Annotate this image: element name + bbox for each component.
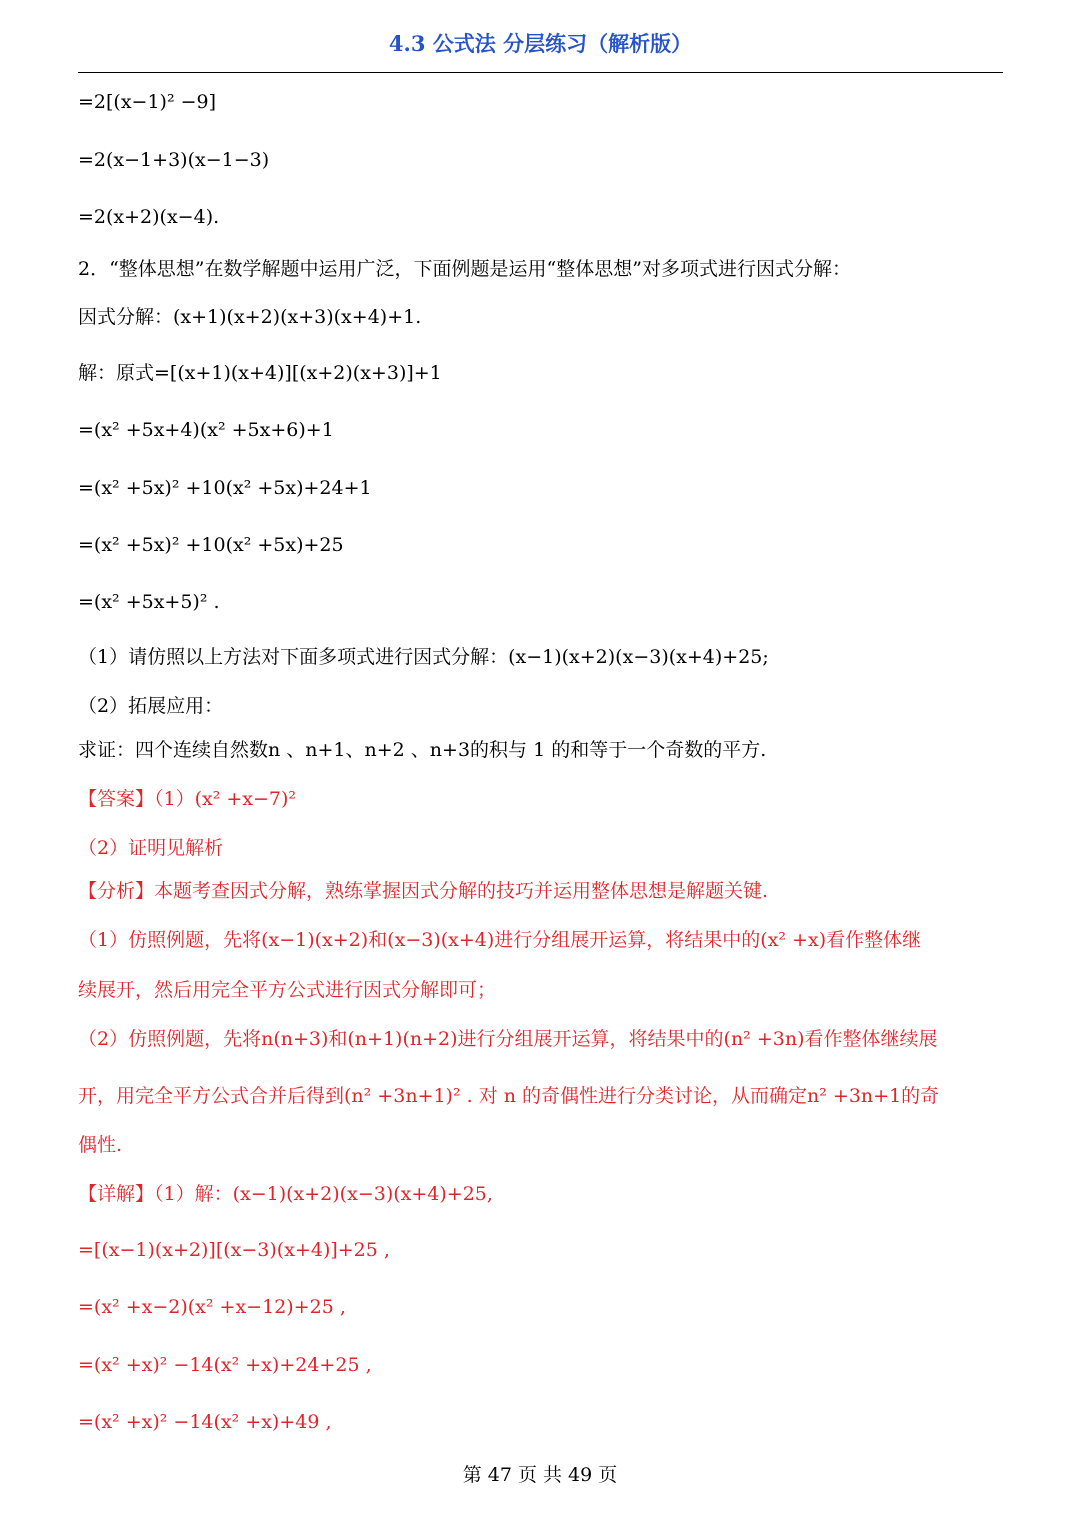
text-line-2: =2(x−1+3)(x−1−3): [78, 149, 270, 171]
header-divider: [78, 72, 1003, 73]
page-footer: 第 47 页 共 49 页: [462, 1464, 618, 1486]
text-line-9: =(x² +5x)² +10(x² +5x)+25: [78, 534, 344, 556]
text-line-20: 开，用完全平方公式合并后得到(n² +3n+1)² . 对 n 的奇偶性进行分类讨论，从而确定n² +3n+1的奇: [78, 1085, 940, 1107]
text-line-5: 因式分解：(x+1)(x+2)(x+3)(x+4)+1.: [78, 306, 422, 328]
text-line-24: =(x² +x−2)(x² +x−12)+25 ,: [78, 1296, 346, 1318]
text-line-16: 【分析】本题考查因式分解，熟练掌握因式分解的技巧并运用整体思想是解题关键.: [78, 880, 769, 902]
text-line-21: 偶性.: [78, 1134, 123, 1156]
text-line-8: =(x² +5x)² +10(x² +5x)+24+1: [78, 477, 372, 499]
text-line-15: （2）证明见解析: [78, 837, 224, 859]
text-line-11: （1）请仿照以上方法对下面多项式进行因式分解：(x−1)(x+2)(x−3)(x+4)+25;: [78, 646, 769, 668]
text-line-19: （2）仿照例题，先将n(n+3)和(n+1)(n+2)进行分组展开运算，将结果中的(n² +3n)看作整体继续展: [78, 1028, 938, 1050]
text-line-14: 【答案】（1）(x² +x−7)²: [78, 788, 297, 810]
text-line-10: =(x² +5x+5)² .: [78, 591, 220, 613]
text-line-25: =(x² +x)² −14(x² +x)+24+25 ,: [78, 1354, 372, 1376]
text-line-12: （2）拓展应用：: [78, 695, 224, 717]
text-line-17: （1）仿照例题，先将(x−1)(x+2)和(x−3)(x+4)进行分组展开运算，将结果中的(x² +x)看作整体继: [78, 929, 922, 951]
text-line-23: =[(x−1)(x+2)][(x−3)(x+4)]+25 ,: [78, 1239, 390, 1261]
text-line-7: =(x² +5x+4)(x² +5x+6)+1: [78, 419, 334, 441]
text-line-26: =(x² +x)² −14(x² +x)+49 ,: [78, 1411, 332, 1433]
text-line-3: =2(x+2)(x−4).: [78, 206, 220, 228]
text-line-4: 2．“整体思想”在数学解题中运用广泛，下面例题是运用“整体思想”对多项式进行因式分解：: [78, 258, 851, 280]
text-line-1: =2[(x−1)² −9]: [78, 91, 217, 113]
text-line-18: 续展开，然后用完全平方公式进行因式分解即可；: [78, 979, 497, 1001]
page-header-title: 4.3 公式法 分层练习（解析版）: [388, 31, 693, 56]
text-line-13: 求证：四个连续自然数n 、n+1、n+2 、n+3的积与 1 的和等于一个奇数的平方.: [78, 739, 767, 761]
text-line-22: 【详解】（1）解：(x−1)(x+2)(x−3)(x+4)+25,: [78, 1183, 493, 1205]
text-line-6: 解：原式=[(x+1)(x+4)][(x+2)(x+3)]+1: [78, 362, 442, 384]
